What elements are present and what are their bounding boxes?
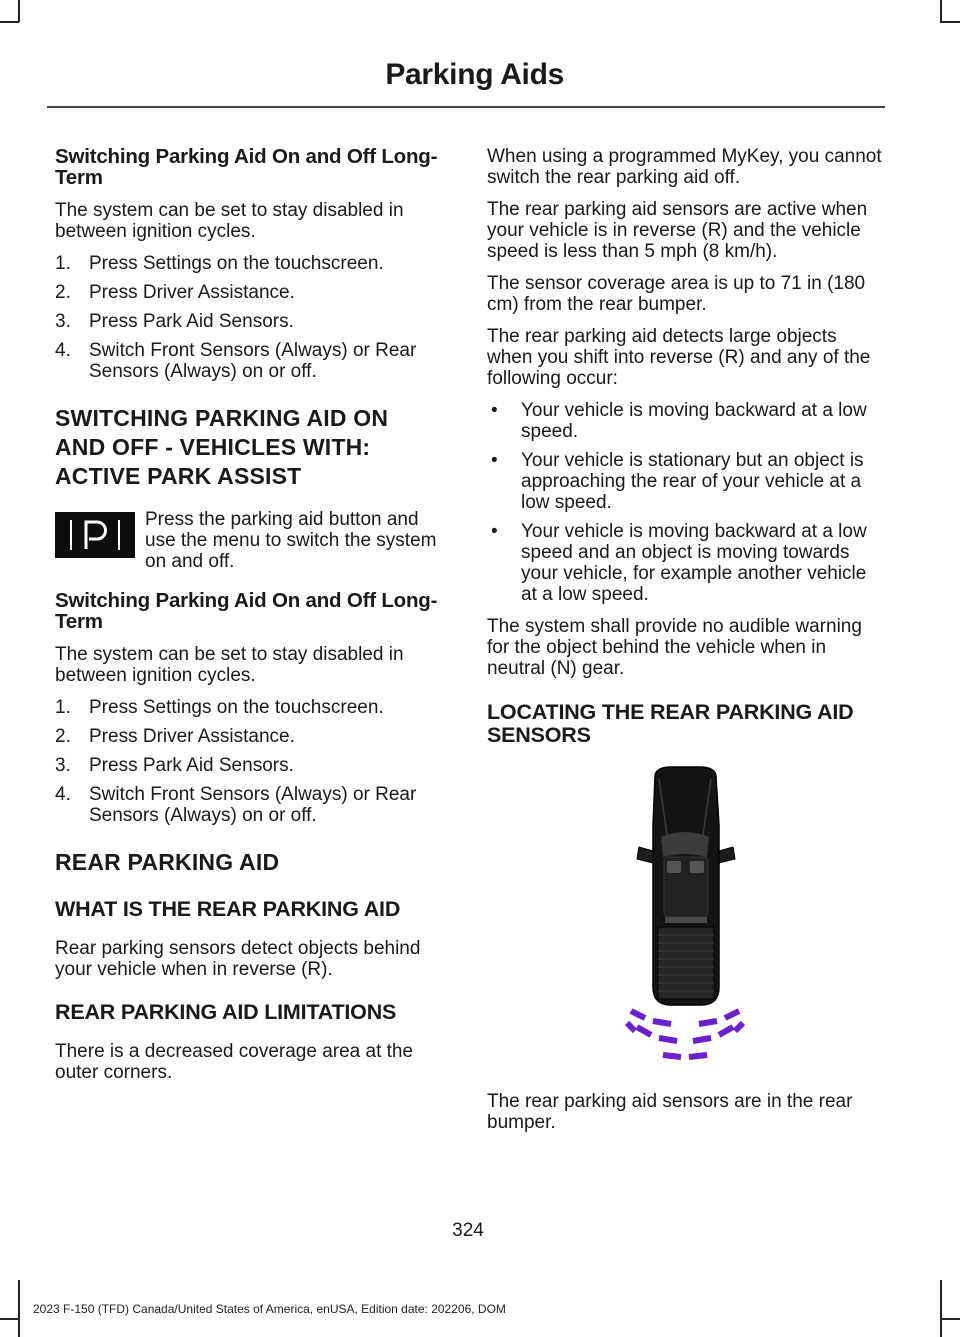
paragraph: The rear parking aid sensors are active when your vehicle is in reverse (R) and the vehicle speed is less than 5 mph (8 km/h). — [487, 199, 868, 262]
crop-mark — [0, 1318, 19, 1320]
crop-mark — [940, 0, 942, 22]
subsection-heading: WHAT IS THE REAR PARKING AID — [55, 897, 401, 921]
page-title: Parking Aids — [385, 58, 564, 91]
subsection-heading: REAR PARKING AID LIMITATIONS — [55, 1000, 397, 1024]
crop-mark — [0, 21, 19, 23]
crop-mark — [940, 1280, 942, 1337]
paragraph: Press the parking aid button and use the menu to switch the system on and off. — [145, 509, 437, 572]
list-item: 3. Press Park Aid Sensors. — [55, 311, 294, 332]
paragraph: The system can be set to stay disabled in between ignition cycles. — [55, 644, 404, 686]
major-heading: SWITCHING PARKING AID ON AND OFF - VEHICLES WITH: ACTIVE PARK ASSIST — [55, 405, 389, 489]
crop-mark — [18, 1280, 20, 1337]
paragraph: The system shall provide no audible warning for the object behind the vehicle when in neutral (N) gear. — [487, 616, 862, 679]
list-item: • Your vehicle is moving backward at a low speed. — [491, 400, 867, 442]
list-item: 1. Press Settings on the touchscreen. — [55, 697, 384, 718]
right-column — [487, 146, 882, 1144]
paragraph: There is a decreased coverage area at the outer corners. — [55, 1041, 414, 1083]
list-item: • Your vehicle is stationary but an object is approaching the rear of your vehicle at a low speed. — [491, 450, 864, 513]
list-item: 4. Switch Front Sensors (Always) or Rear Sensors (Always) on or off. — [55, 340, 417, 382]
section-heading: Switching Parking Aid On and Off Long-Term — [55, 589, 438, 633]
page-number: 324 — [452, 1220, 484, 1241]
list-item: 4. Switch Front Sensors (Always) or Rear Sensors (Always) on or off. — [55, 784, 417, 826]
section-heading: Switching Parking Aid On and Off Long-Term — [55, 145, 438, 189]
list-item: 3. Press Park Aid Sensors. — [55, 755, 294, 776]
left-column — [55, 146, 447, 1094]
vehicle-sensor-illustration — [487, 765, 882, 1075]
steps-list — [55, 697, 447, 826]
paragraph: Rear parking sensors detect objects behind your vehicle when in reverse (R). — [55, 938, 421, 980]
paragraph: The system can be set to stay disabled in between ignition cycles. — [55, 200, 404, 242]
crop-mark — [18, 0, 20, 22]
crop-mark — [940, 21, 960, 23]
icon-instruction — [55, 509, 447, 572]
major-heading: REAR PARKING AID — [55, 849, 280, 875]
steps-list — [55, 253, 447, 382]
list-item: • Your vehicle is moving backward at a low speed and an object is moving towards your vehicle, for example another vehicle at a low speed. — [491, 521, 867, 605]
parking-aid-button-icon — [55, 512, 135, 558]
paragraph: When using a programmed MyKey, you cannot switch the rear parking aid off. — [487, 146, 882, 188]
list-item: 2. Press Driver Assistance. — [55, 282, 295, 303]
paragraph: The sensor coverage area is up to 71 in (180 cm) from the rear bumper. — [487, 273, 866, 315]
bullet-list — [487, 400, 882, 605]
figure-caption: The rear parking aid sensors are in the rear bumper. — [487, 1091, 853, 1133]
header-divider — [47, 106, 885, 108]
subsection-heading: LOCATING THE REAR PARKING AID SENSORS — [487, 700, 854, 747]
list-item: 1. Press Settings on the touchscreen. — [55, 253, 384, 274]
crop-mark — [940, 1318, 960, 1320]
list-item: 2. Press Driver Assistance. — [55, 726, 295, 747]
paragraph: The rear parking aid detects large objects when you shift into reverse (R) and any of the following occur: — [487, 326, 871, 389]
footer-text: 2023 F-150 (TFD) Canada/United States of America, enUSA, Edition date: 202206, DOM — [33, 1302, 506, 1316]
truck-top-view-icon — [487, 765, 882, 1075]
